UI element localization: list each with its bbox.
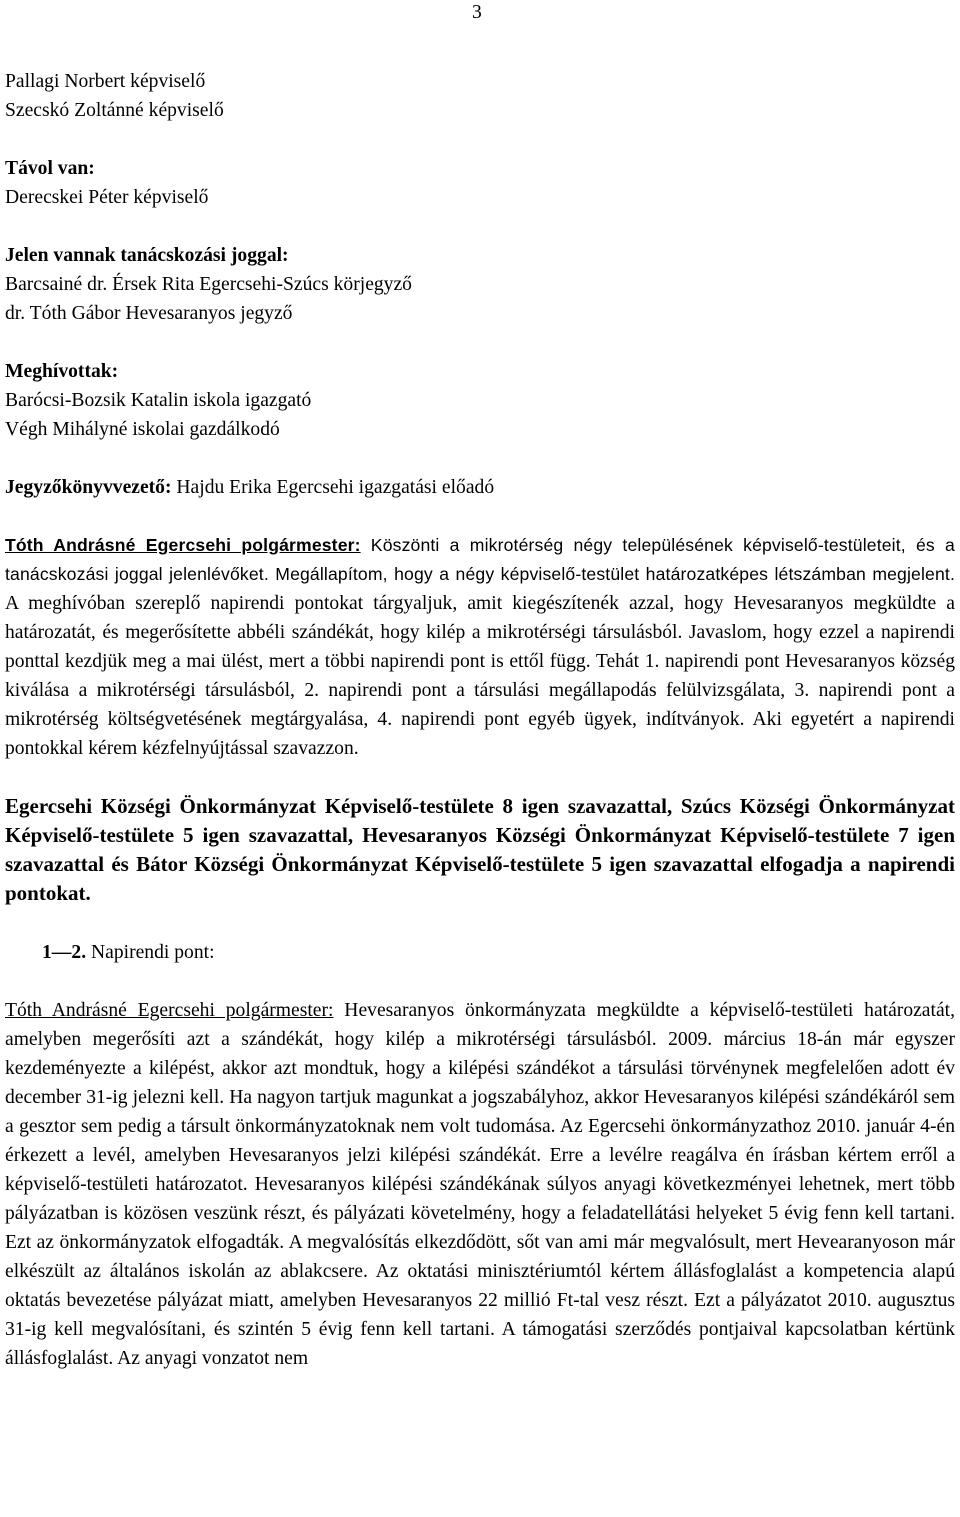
- recorder-line: [5, 473, 955, 502]
- advisory-line: Barcsainé dr. Érsek Rita Egercsehi-Szúcs körjegyző: [5, 274, 412, 295]
- invited-line: Végh Mihályné iskolai gazdálkodó: [5, 419, 280, 440]
- agenda-label: Napirendi pont:: [86, 942, 215, 963]
- resolution-paragraph: Egercsehi Községi Önkormányzat Képviselő-testülete 8 igen szavazattal, Szúcs Községi Önkormányzat Képviselő-testülete 5 igen szavazattal, Hevesaranyos Községi Önkormányzat Képviselő-testülete 7 igen szavazattal és Bátor Községi Önkormányzat Képviselő-testülete 5 igen szavazattal elfogadja a napirendi pontokat.: [5, 794, 955, 905]
- invited-heading: Meghívottak:: [5, 361, 119, 382]
- agenda-heading: [5, 938, 955, 967]
- opening-text-sans: Köszönti a mikrotérség négy településének képviselő-testületeit, és a tanácskozási joggal jelenlévőket. Megállapítom, hogy a négy képviselő-testület határozatképes létszámban megjelent.: [5, 535, 955, 584]
- recorder-heading: Jegyzőkönyvvezető:: [5, 477, 172, 498]
- opening-paragraph: [5, 531, 955, 763]
- minutes-body: [5, 67, 955, 1373]
- absent-line: Derecskei Péter képviselő: [5, 187, 209, 208]
- speaker-label: Tóth Andrásné Egercsehi polgármester:: [5, 1000, 334, 1021]
- invited-line: Barócsi-Bozsik Katalin iskola igazgató: [5, 390, 312, 411]
- agenda-number: 1—2.: [42, 942, 87, 963]
- recorder-name: Hajdu Erika Egercsehi igazgatási előadó: [171, 477, 495, 498]
- opening-text: A meghívóban szereplő napirendi pontokat tárgyaljuk, amit kiegészítenék azzal, hogy Hevesaranyos megküldte a határozatát, és megerősítette abbéli szándékát, hogy kilép a mikrotérségi társulásból. Javaslom, hogy ezzel a napirendi ponttal kezdjük meg a mai ülést, mert a többi napirendi pont is ettől függ. Tehát 1. napirendi pont Hevesaranyos község kiválása a mikrotérségi társulásból, 2. napirendi pont a társulási megállapodás felülvizsgálata, 3. napirendi pont a mikrotérség költségvetésének megtárgyalása, 4. napirendi pont egyéb ügyek, indítványok. Aki egyetért a napirendi pontokkal kérem kézfelnyújtással szavazzon.: [5, 593, 955, 759]
- attendee-line: Szecskó Zoltánné képviselő: [5, 100, 224, 121]
- discussion-text: Hevesaranyos önkormányzata megküldte a képviselő-testületi határozatát, amelyben megerősíti azt a szándékát, hogy kilép a mikrotérségi társulásból. 2009. március 18-án már egyszer kezdeményezte a kilépést, akkor azt mondtuk, hogy a kilépési szándékot a társulási törvénynek megfelelően adott év december 31-ig jelezni kell. Ha nagyon tartjuk magunkat a jogszabályhoz, akkor Hevesaranyos kilépési szándékáról sem a gesztor sem pedig a társult önkormányzatoknak nem volt tudomása. Az Egercsehi önkormányzathoz 2010. január 4-én érkezett a levél, amelyben Hevesaranyos jelzi kilépési szándékát. Erre a levélre reagálva én írásban kértem erről a képviselő-testületi határozatot. Hevesaranyos kilépési szándékának súlyos anyagi következményei lehetnek, mert több pályázatban is közösen veszünk részt, és pályázati követelmény, hogy a feladatellátási helyeket 5 évig fenn kell tartani. Ezt az önkormányzatok elfogadták. A megvalósítás elkezdődött, sőt van ami már megvalósult, mert Hevearanyoson már elkészült az általános iskolán az ablakcsere. Az oktatási minisztériumtól kértem állásfoglalást a kompetencia alapú oktatás bevezetése pályázat miatt, amelyben Hevesaranyos 22 millió Ft-tal vesz részt. Ezt a pályázatot 2010. augusztus 31-ig kell megvalósítani, és szintén 5 évig fenn kell tartani. A támogatási szerződés pontjaival kapcsolatban kértünk állásfoglalást. Az anyagi vonzatot nem: [5, 1000, 955, 1369]
- absent-heading: Távol van:: [5, 158, 95, 179]
- page-number: 3: [472, 2, 482, 23]
- advisory-heading: Jelen vannak tanácskozási joggal:: [5, 245, 289, 266]
- attendee-line: Pallagi Norbert képviselő: [5, 71, 206, 92]
- advisory-line: dr. Tóth Gábor Hevesaranyos jegyző: [5, 303, 293, 324]
- speaker-label: Tóth Andrásné Egercsehi polgármester:: [5, 535, 361, 555]
- discussion-paragraph: [5, 996, 955, 1373]
